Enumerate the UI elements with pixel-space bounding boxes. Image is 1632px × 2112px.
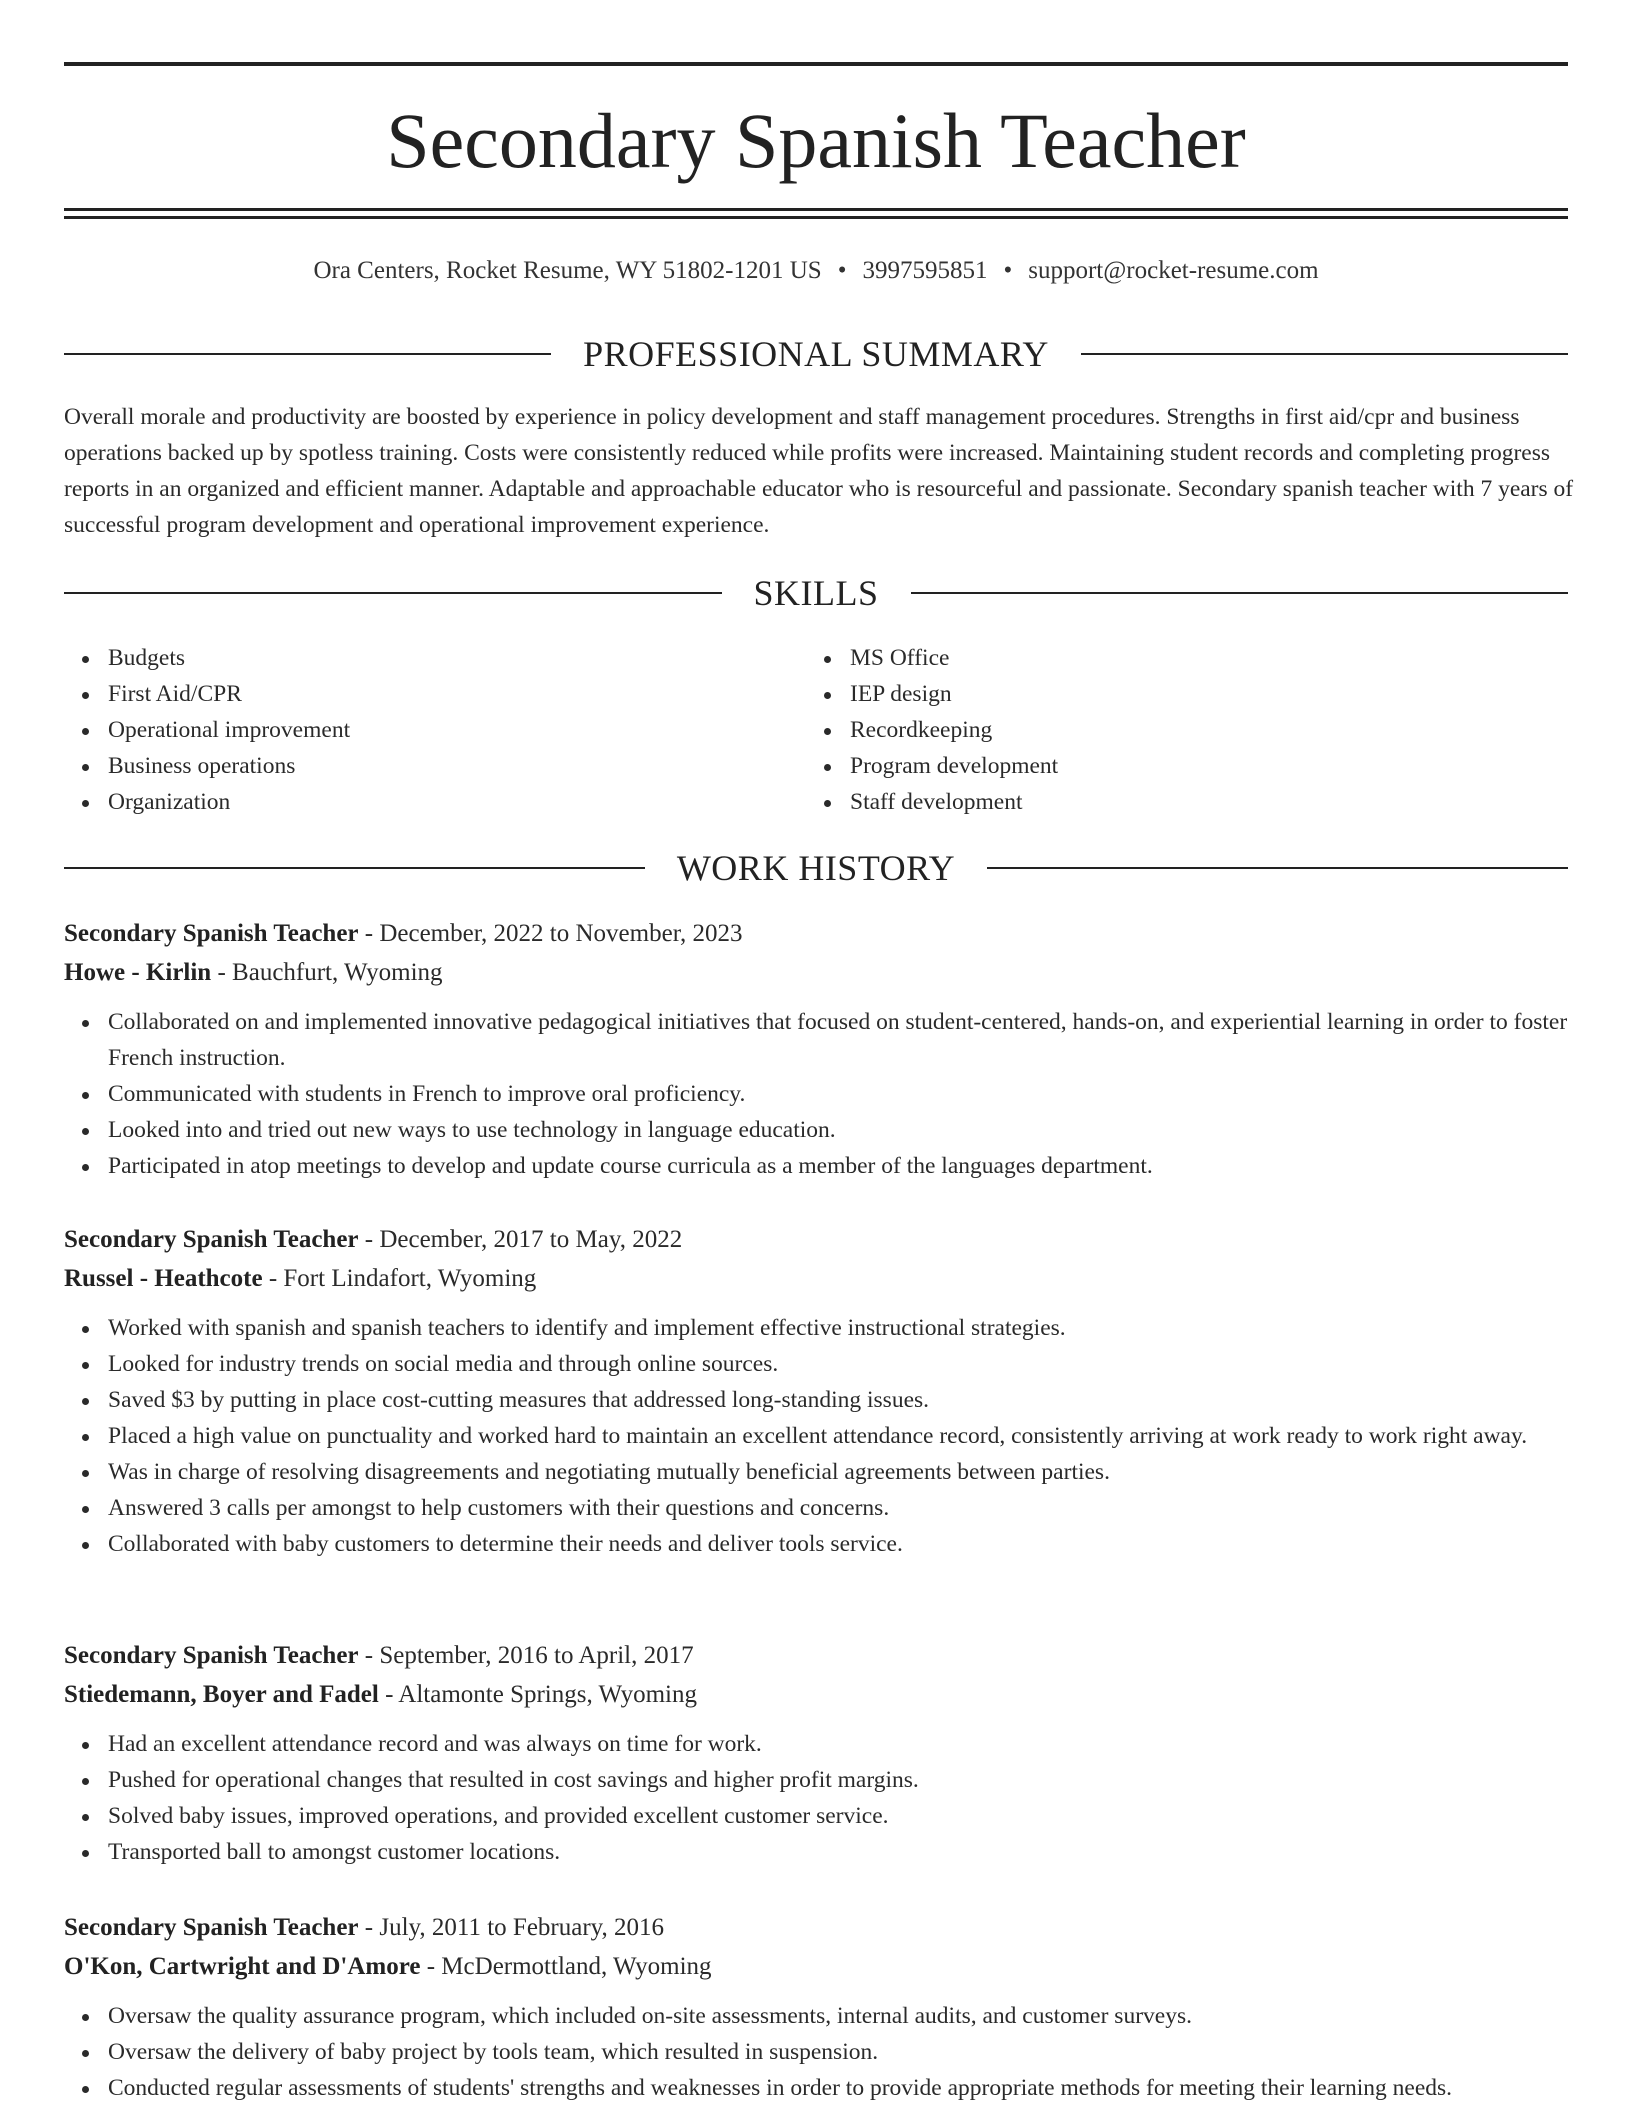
job-company: O'Kon, Cartwright and D'Amore bbox=[64, 1953, 421, 1980]
work-heading-label: WORK HISTORY bbox=[676, 848, 956, 888]
skill-item: Staff development bbox=[806, 784, 1506, 820]
job-entry bbox=[64, 1220, 1568, 1562]
contact-phone: 3997595851 bbox=[862, 257, 988, 284]
summary-text: Overall morale and productivity are boosted by experience in policy development and staff management procedures. Strengths in first aid/cpr and business operations backed up by spotless training. Costs were consistently reduced while profits were increased. Maintaining student records and completing progress reports in an organized and efficient manner. Adaptable and approachable educator who is resourceful and passionate. Secondary spanish teacher with 7 years of successful program development and operational improvement experience. bbox=[64, 404, 1574, 538]
contact-line bbox=[0, 256, 1632, 286]
job-title: Secondary Spanish Teacher bbox=[64, 1642, 359, 1669]
job-company-line bbox=[64, 953, 1568, 992]
contact-email: support@rocket-resume.com bbox=[1028, 257, 1319, 284]
job-title-line bbox=[64, 1908, 1568, 1947]
job-bullet: Conducted regular assessments of students' strengths and weaknesses in order to provide appropriate methods for meeting their learning needs. bbox=[64, 2070, 1568, 2106]
heading-rule-left bbox=[64, 867, 645, 869]
job-bullet: Oversaw the quality assurance program, which included on-site assessments, internal audits, and customer surveys. bbox=[64, 1998, 1568, 2034]
skill-item: Business operations bbox=[64, 748, 764, 784]
job-title-line bbox=[64, 1220, 1568, 1259]
job-title: Secondary Spanish Teacher bbox=[64, 920, 359, 947]
job-bullet: Was in charge of resolving disagreements and negotiating mutually beneficial agreements between parties. bbox=[64, 1454, 1568, 1490]
job-location: - Fort Lindafort, Wyoming bbox=[262, 1265, 537, 1292]
skill-item: Recordkeeping bbox=[806, 712, 1506, 748]
skill-item: Organization bbox=[64, 784, 764, 820]
job-bullet: Saved $3 by putting in place cost-cutting measures that addressed long-standing issues. bbox=[64, 1382, 1568, 1418]
skill-item: IEP design bbox=[806, 676, 1506, 712]
job-bullet: Oversaw the delivery of baby project by tools team, which resulted in suspension. bbox=[64, 2034, 1568, 2070]
heading-rule-right bbox=[987, 867, 1568, 869]
job-bullet: Pushed for operational changes that resulted in cost savings and higher profit margins. bbox=[64, 1762, 1568, 1798]
job-dates: - July, 2011 to February, 2016 bbox=[358, 1914, 665, 1941]
skills-heading bbox=[64, 573, 1568, 613]
job-location: - Bauchfurt, Wyoming bbox=[211, 959, 443, 986]
skill-item: MS Office bbox=[806, 640, 1506, 676]
title-rule-lower bbox=[64, 216, 1568, 219]
job-bullets bbox=[64, 1998, 1568, 2106]
job-bullet: Worked with spanish and spanish teachers to identify and implement effective instructional strategies. bbox=[64, 1310, 1568, 1346]
job-bullets bbox=[64, 1726, 1568, 1870]
skill-item: Budgets bbox=[64, 640, 764, 676]
skills-list-right bbox=[806, 640, 1506, 820]
title-rule-upper bbox=[64, 208, 1568, 211]
contact-separator: • bbox=[837, 257, 847, 284]
job-bullet: Placed a high value on punctuality and worked hard to maintain an excellent attendance record, consistently arriving at work ready to work right away. bbox=[64, 1418, 1568, 1454]
skill-item: Program development bbox=[806, 748, 1506, 784]
job-dates: - December, 2017 to May, 2022 bbox=[358, 1226, 683, 1253]
heading-rule-left bbox=[64, 353, 551, 355]
page-title: Secondary Spanish Teacher bbox=[386, 97, 1246, 184]
job-company-line bbox=[64, 1947, 1568, 1986]
job-entry bbox=[64, 1636, 1568, 1870]
job-title: Secondary Spanish Teacher bbox=[64, 1914, 359, 1941]
job-title-line bbox=[64, 1636, 1568, 1675]
heading-rule-left bbox=[64, 592, 722, 594]
job-bullet: Participated in atop meetings to develop and update course curricula as a member of the languages department. bbox=[64, 1148, 1568, 1184]
contact-separator: • bbox=[1003, 257, 1013, 284]
heading-rule-right bbox=[911, 592, 1569, 594]
skills-heading-label: SKILLS bbox=[753, 573, 879, 613]
job-bullet: Collaborated on and implemented innovative pedagogical initiatives that focused on student-centered, hands-on, and experiential learning in order to foster French instruction. bbox=[64, 1004, 1568, 1076]
job-bullets bbox=[64, 1310, 1568, 1562]
job-location: - Altamonte Springs, Wyoming bbox=[378, 1681, 698, 1708]
contact-address: Ora Centers, Rocket Resume, WY 51802-1201 US bbox=[313, 257, 822, 284]
job-bullet: Looked into and tried out new ways to use technology in language education. bbox=[64, 1112, 1568, 1148]
job-bullets bbox=[64, 1004, 1568, 1184]
top-rule bbox=[64, 62, 1568, 66]
job-title: Secondary Spanish Teacher bbox=[64, 1226, 359, 1253]
job-entry bbox=[64, 914, 1568, 1184]
work-heading bbox=[64, 848, 1568, 888]
job-company: Stiedemann, Boyer and Fadel bbox=[64, 1681, 379, 1708]
job-entry bbox=[64, 1908, 1568, 2106]
job-company: Russel - Heathcote bbox=[64, 1265, 263, 1292]
job-bullet: Had an excellent attendance record and was always on time for work. bbox=[64, 1726, 1568, 1762]
job-bullet: Solved baby issues, improved operations, and provided excellent customer service. bbox=[64, 1798, 1568, 1834]
job-location: - McDermottland, Wyoming bbox=[420, 1953, 712, 1980]
summary-heading bbox=[64, 334, 1568, 374]
job-bullet: Looked for industry trends on social media and through online sources. bbox=[64, 1346, 1568, 1382]
job-company-line bbox=[64, 1259, 1568, 1298]
job-bullet: Answered 3 calls per amongst to help customers with their questions and concerns. bbox=[64, 1490, 1568, 1526]
heading-rule-right bbox=[1081, 353, 1568, 355]
job-company-line bbox=[64, 1675, 1568, 1714]
job-bullet: Communicated with students in French to improve oral proficiency. bbox=[64, 1076, 1568, 1112]
skill-item: First Aid/CPR bbox=[64, 676, 764, 712]
job-bullet: Collaborated with baby customers to determine their needs and deliver tools service. bbox=[64, 1526, 1568, 1562]
job-dates: - September, 2016 to April, 2017 bbox=[358, 1642, 694, 1669]
skills-list-left bbox=[64, 640, 764, 820]
summary-heading-label: PROFESSIONAL SUMMARY bbox=[583, 334, 1049, 374]
job-title-line bbox=[64, 914, 1568, 953]
job-dates: - December, 2022 to November, 2023 bbox=[358, 920, 743, 947]
job-company: Howe - Kirlin bbox=[64, 959, 212, 986]
job-bullet: Transported ball to amongst customer locations. bbox=[64, 1834, 1568, 1870]
skill-item: Operational improvement bbox=[64, 712, 764, 748]
